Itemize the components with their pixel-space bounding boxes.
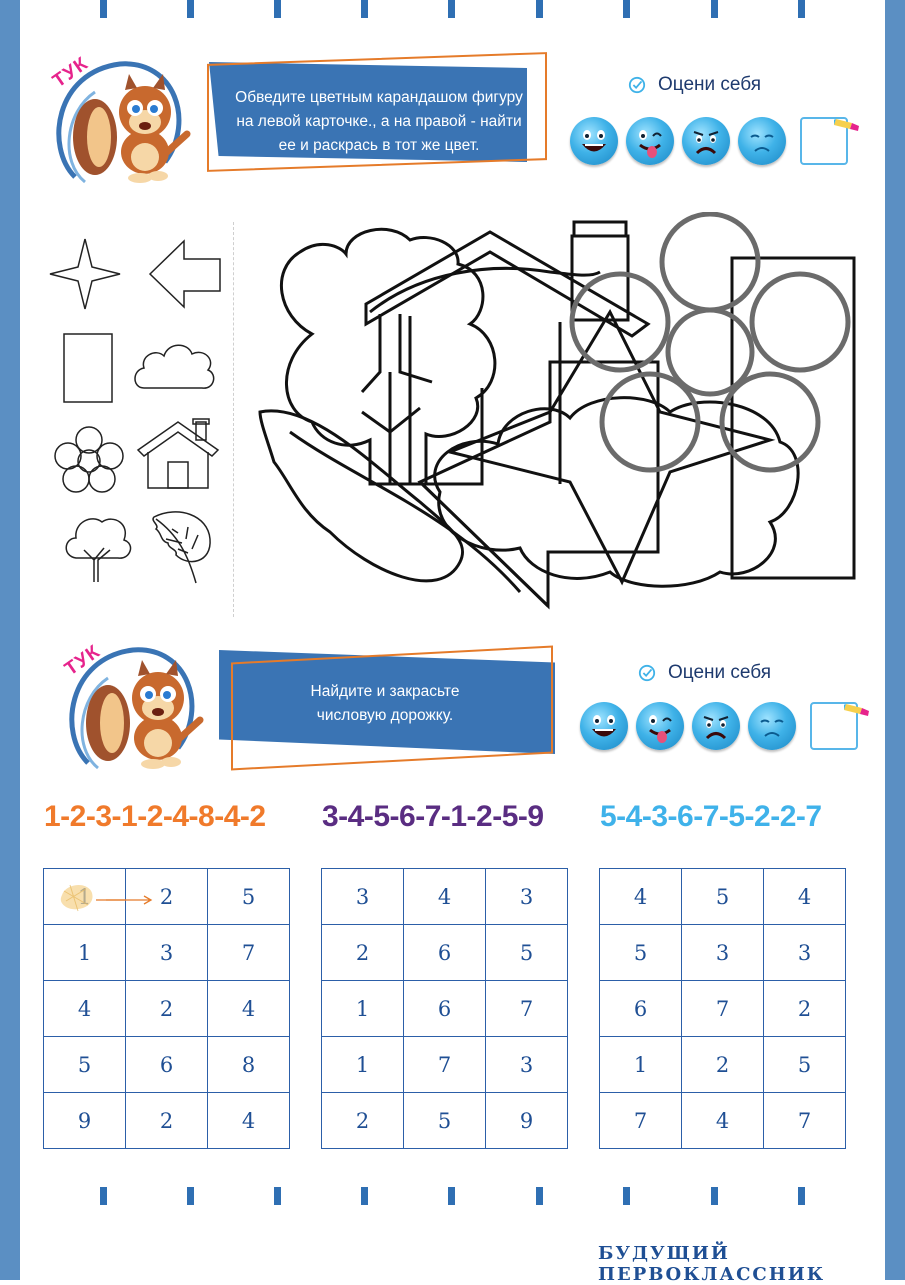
upset-face-icon[interactable] [748,702,796,750]
grid-cell[interactable]: 3 [322,869,404,925]
grid-cell[interactable]: 3 [764,925,846,981]
grid-cell[interactable]: 3 [126,925,208,981]
tick-mark [274,1187,281,1205]
grid-row [322,1037,568,1093]
grid-cell[interactable]: 5 [404,1093,486,1149]
grid-cell[interactable]: 7 [764,1093,846,1149]
grid-cell[interactable]: 1 [322,1037,404,1093]
grid-row [600,1037,846,1093]
sad-face-icon[interactable] [682,117,730,165]
grid-cell[interactable]: 5 [44,1037,126,1093]
grid-cell[interactable]: 5 [486,925,568,981]
grid-row [600,925,846,981]
grid-row [600,981,846,1037]
grid-row [44,981,290,1037]
grid-cell[interactable]: 1 [600,1037,682,1093]
overlapping-shapes-puzzle [250,212,860,622]
grid-cell[interactable]: 9 [486,1093,568,1149]
instruction-banner [205,56,550,176]
pencil-icon [834,113,860,133]
pencil-icon [844,698,870,718]
instruction-text [229,86,529,158]
grid-cell[interactable]: 4 [682,1093,764,1149]
grid-cell[interactable]: 4 [208,1093,290,1149]
tick-mark [448,0,455,18]
grid-cell[interactable]: 7 [208,925,290,981]
number-sequence-2: 3-4-5-6-7-1-2-5-9 [322,800,544,833]
tuk-label: ТУК [61,641,105,681]
grid-cell[interactable]: 4 [404,869,486,925]
tick-mark [798,1187,805,1205]
check-icon [628,76,646,94]
grid-cell[interactable]: 7 [486,981,568,1037]
grid-cell[interactable]: 4 [44,981,126,1037]
wink-face-icon[interactable] [636,702,684,750]
instruction-banner [215,644,560,769]
grid-cell[interactable]: 2 [126,1093,208,1149]
grid-cell[interactable]: 3 [682,925,764,981]
rectangle-icon [62,332,114,404]
grid-row [322,981,568,1037]
rate-label: Оцени себя [658,74,762,95]
grid-cell[interactable]: 1 [44,925,126,981]
grid-cell[interactable]: 6 [404,981,486,1037]
bottom-tick-row [0,1187,905,1207]
grid-cell-value: 2 [159,884,174,909]
happy-face-icon[interactable] [580,702,628,750]
grid-cell[interactable]: 4 [764,869,846,925]
grid-cell[interactable]: 9 [44,1093,126,1149]
grid-row [44,925,290,981]
grid-row [600,869,846,925]
grid-cell[interactable]: 2 [764,981,846,1037]
grid-cell[interactable]: 2 [322,925,404,981]
number-grid-2 [321,868,568,1149]
grid-cell[interactable]: 7 [404,1037,486,1093]
grid-cell[interactable]: 8 [208,1037,290,1093]
number-sequence-3: 5-4-3-6-7-5-2-2-7 [600,800,822,833]
tick-mark [711,1187,718,1205]
wink-face-icon[interactable] [626,117,674,165]
grid-cell[interactable]: 4 [600,869,682,925]
grid-cell[interactable]: 7 [682,981,764,1037]
instruction-line: Найдите и закрасьте [310,683,460,700]
grid-cell[interactable]: 2 [126,981,208,1037]
tick-mark [798,0,805,18]
star-icon [48,237,123,312]
grid-cell[interactable]: 1 [322,981,404,1037]
footer-title: БУДУЩИЙ ПЕРВОКЛАССНИК [598,1243,826,1285]
grid-row [44,1093,290,1149]
grid-cell[interactable]: 3 [486,1037,568,1093]
sad-face-icon[interactable] [692,702,740,750]
grid-cell[interactable]: 2 [682,1037,764,1093]
grid-cell[interactable]: 6 [600,981,682,1037]
left-border-bar [0,0,20,1280]
tick-mark [100,1187,107,1205]
grid-row [44,1037,290,1093]
arrow-left-icon [148,237,223,312]
arrow-right-icon [96,895,154,905]
leaf-icon [148,505,214,587]
grid-cell[interactable]: 5 [600,925,682,981]
tick-mark [623,0,630,18]
tick-mark [274,0,281,18]
grid-cell[interactable]: 2 [322,1093,404,1149]
grid-row [322,925,568,981]
self-assessment [570,72,870,172]
grid-cell[interactable]: 6 [126,1037,208,1093]
instruction-line: Обведите цветным карандашом фигуру [235,89,523,106]
tick-mark [100,0,107,18]
grid-cell[interactable] [126,869,208,925]
grid-cell[interactable]: 7 [600,1093,682,1149]
instruction-text [245,680,525,728]
grid-cell[interactable]: 5 [682,869,764,925]
grid-cell[interactable]: 6 [404,925,486,981]
happy-face-icon[interactable] [570,117,618,165]
tick-mark [623,1187,630,1205]
number-sequence-1: 1-2-3-1-2-4-8-4-2 [44,800,266,833]
grid-row [322,869,568,925]
self-assessment [580,660,880,760]
upset-face-icon[interactable] [738,117,786,165]
tick-mark [361,0,368,18]
cloud-icon [132,338,217,398]
self-rating-box[interactable] [800,117,848,165]
tick-mark [361,1187,368,1205]
grid-cell[interactable]: 5 [764,1037,846,1093]
tick-mark [187,1187,194,1205]
check-icon [638,664,656,682]
tick-mark [187,0,194,18]
grid-row [600,1093,846,1149]
flower-icon [52,425,126,495]
card-divider [233,222,234,617]
grid-cell[interactable]: 3 [486,869,568,925]
grid-cell[interactable]: 4 [208,981,290,1037]
tuk-label: ТУК [49,53,93,93]
top-tick-row [0,0,905,20]
tick-mark [448,1187,455,1205]
grid-row [44,869,290,925]
house-icon [136,418,220,492]
right-border-bar [885,0,905,1280]
tree-icon [62,510,134,585]
self-rating-box[interactable] [810,702,858,750]
number-grid-1 [43,868,290,1149]
instruction-line: ее и раскрась в тот же цвет. [278,137,480,154]
tick-mark [711,0,718,18]
number-grid-3 [599,868,846,1149]
instruction-line: на левой карточке., а на правой - найти [236,113,522,130]
grid-cell[interactable]: 5 [208,869,290,925]
tick-mark [536,1187,543,1205]
grid-row [322,1093,568,1149]
rate-label: Оцени себя [668,662,772,683]
instruction-line: числовую дорожку. [316,707,454,724]
tick-mark [536,0,543,18]
